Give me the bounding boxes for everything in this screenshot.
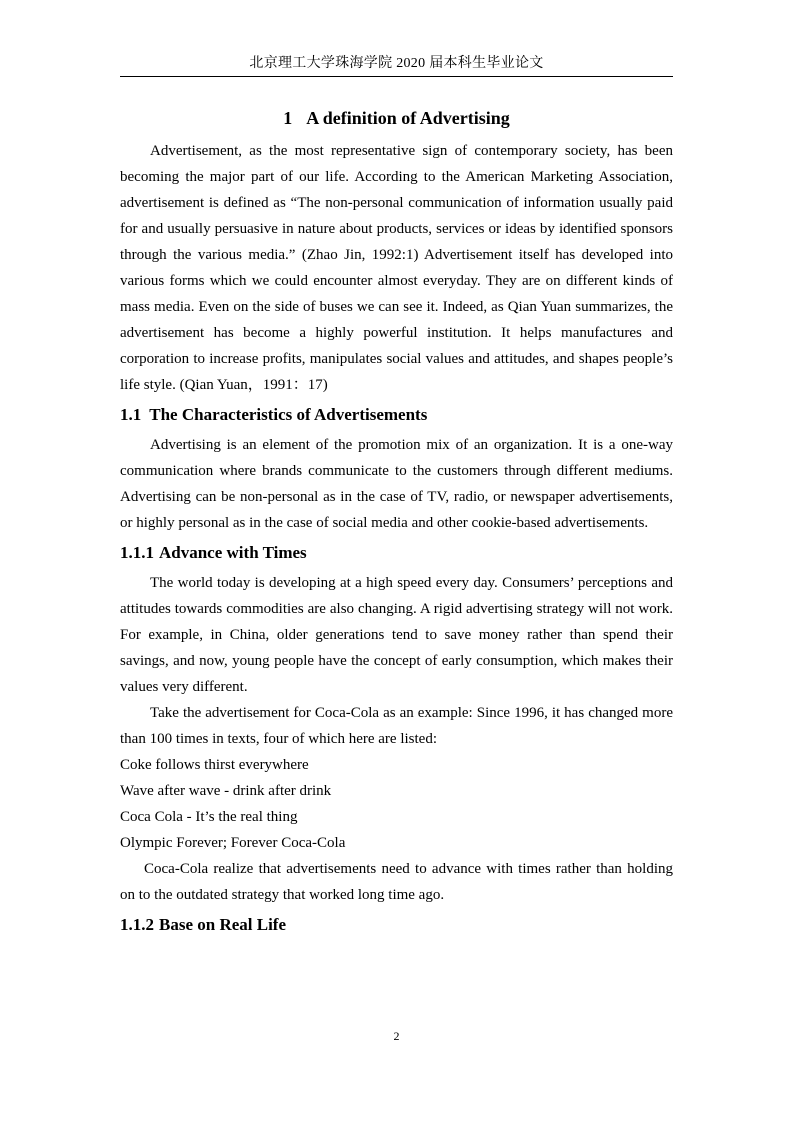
running-header: 北京理工大学珠海学院 2020 届本科生毕业论文 xyxy=(249,56,544,71)
section-1-1-paragraph: Advertising is an element of the promotion mix of an organization. It is a one-way communication where brands communicate to the customers through different mediums. Advertising can be non-personal as in the case of TV, radio, or newspaper advertisements, or highly personal as in the case of social media and other cookie-based advertisements. xyxy=(120,437,673,531)
section-1-1-number: 1.1 xyxy=(120,405,142,424)
section-1-title: A definition of Advertising xyxy=(306,108,510,128)
section-1-heading xyxy=(120,104,673,132)
section-1-1-1-title: Advance with Times xyxy=(159,543,307,562)
section-1-1-title: The Characteristics of Advertisements xyxy=(149,405,428,424)
section-1-1-2-heading xyxy=(120,912,673,938)
section-1-1-1-paragraph-1: The world today is developing at a high speed every day. Consumers’ perceptions and attitudes towards commodities are also changing. A rigid advertising strategy will not work. For example, in China, older generations tend to save money rather than spend their savings, and now, young people have the concept of early consumption, which makes their values very different. xyxy=(120,575,673,695)
section-1-paragraph: Advertisement, as the most representative sign of contemporary society, has been becoming the major part of our life. According to the American Marketing Association, advertisement is defined as “The non-personal communication of information usually paid for and usually persuasive in nature about products, services or ideas by identified sponsors through the various media.” (Zhao Jin, 1992:1) Advertisement itself has developed into various forms which we could encounter almost everyday. They are on different kinds of mass media. Even on the side of buses we can see it. Indeed, as Qian Yuan summarizes, the advertisement has become a highly powerful institution. It helps manufactures and corporation to increase profits, manipulates social values and attitudes, and shapes people’s life style. (Qian Yuan，1991：17) xyxy=(120,143,673,393)
section-1-1-2-title: Base on Real Life xyxy=(159,915,287,934)
section-1-1-2-number: 1.1.2 xyxy=(120,915,154,934)
page-number: 2 xyxy=(393,1029,400,1043)
slogan-line: Olympic Forever; Forever Coca-Cola xyxy=(120,835,346,851)
section-1-1-1-heading xyxy=(120,540,673,566)
slogan-line: Coca Cola - It’s the real thing xyxy=(120,809,298,825)
header-rule xyxy=(120,76,673,77)
section-1-1-heading xyxy=(120,402,673,428)
section-1-1-1-closing: Coca-Cola realize that advertisements need to advance with times rather than holding on to the outdated strategy that worked long time ago. xyxy=(120,861,673,903)
page-body xyxy=(120,104,673,942)
slogan-line: Wave after wave - drink after drink xyxy=(120,783,332,799)
slogan-line: Coke follows thirst everywhere xyxy=(120,757,309,773)
section-1-1-1-paragraph-2: Take the advertisement for Coca-Cola as an example: Since 1996, it has changed more than 100 times in texts, four of which here are listed: xyxy=(120,705,673,747)
section-1-1-1-number: 1.1.1 xyxy=(120,543,154,562)
section-1-number: 1 xyxy=(283,108,293,128)
